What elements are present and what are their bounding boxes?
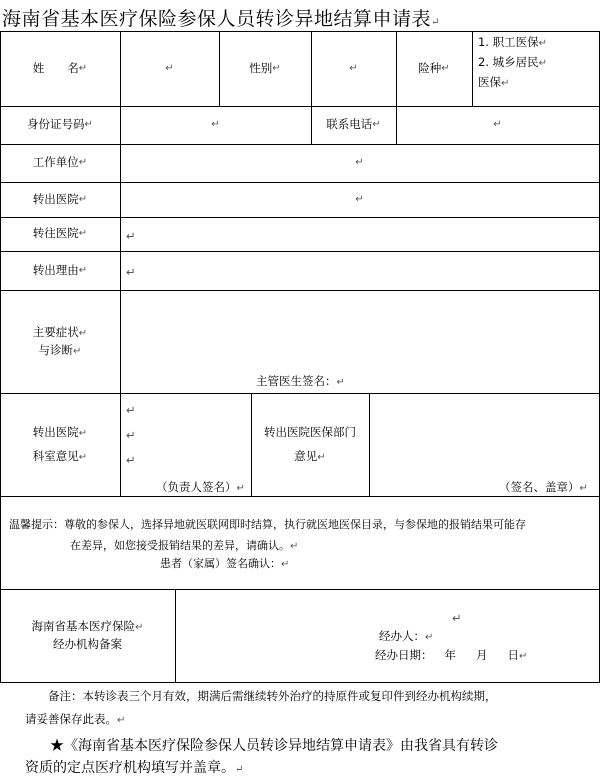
star-note-line-1: ★《海南省基本医疗保险参保人员转诊异地结算申请表》由我省具有转诊: [50, 738, 498, 754]
filing-field-mark: ↵: [452, 611, 462, 625]
option-resident-insurance[interactable]: 2. 城乡居民↵: [478, 55, 548, 69]
application-form-table: [0, 31, 600, 683]
footnote-line-2: 请妥善保存此表。↵: [25, 712, 126, 726]
from-hospital-label: 转出医院 ↵: [32, 191, 88, 206]
to-hospital-field[interactable]: ↵: [126, 229, 136, 243]
employer-label: 工作单位 ↵: [32, 155, 88, 170]
dept-opinion-field-line-2[interactable]: ↵: [126, 428, 136, 442]
insurance-options[interactable]: [478, 33, 547, 93]
seal-signature[interactable]: （签名、盖章）↵: [499, 480, 588, 494]
star-note-line-2: 资质的定点医疗机构填写并盖章。↵: [25, 760, 244, 776]
notice-line-2: 在差异，如您接受报销结果的差异，请确认。↵: [70, 539, 299, 552]
option-employee-insurance[interactable]: 1. 职工医保↵: [478, 35, 548, 49]
insurance-dept-opinion-label: 转出医院医保部门 意见↵: [264, 424, 356, 463]
phone-label: 联系电话 ↵: [326, 117, 381, 132]
from-hospital-field[interactable]: ↵: [355, 193, 364, 205]
table-border-right: [599, 31, 600, 683]
id-number-label: 身份证号码 ↵: [27, 117, 93, 132]
column-divider: [472, 31, 473, 106]
handling-date[interactable]: 经办日期： 年 月 日↵: [375, 648, 528, 662]
table-border-bottom: [0, 682, 600, 683]
head-signature[interactable]: （负责人签名）↵: [156, 480, 245, 494]
footnote-line-1: 备注：本转诊表三个月有效，期满后需继续转外治疗的持原件或复印件到经办机构续期，: [48, 689, 497, 703]
to-hospital-label: 转往医院 ↵: [32, 226, 88, 241]
filing-agency-label: 海南省基本医疗保险↵ 经办机构备案: [31, 618, 144, 651]
reason-field[interactable]: ↵: [126, 265, 136, 279]
form-title: 海南省基本医疗保险参保人员转诊异地结算申请表↵: [2, 8, 440, 30]
option-resident-insurance-cont: 医保↵: [478, 75, 510, 89]
id-number-field[interactable]: ↵: [211, 119, 220, 131]
insurance-label: 险种 ↵: [418, 60, 450, 75]
dept-opinion-field-line-1[interactable]: ↵: [126, 403, 136, 417]
name-field[interactable]: ↵: [165, 62, 174, 74]
dept-opinion-field-line-3[interactable]: ↵: [126, 453, 136, 467]
reason-label: 转出理由 ↵: [32, 262, 88, 277]
column-divider: [369, 393, 370, 496]
dept-opinion-label: 转出医院↵ 科室意见↵: [32, 424, 88, 463]
doctor-signature[interactable]: 主管医生签名：↵: [256, 374, 345, 388]
phone-field[interactable]: ↵: [493, 119, 502, 131]
patient-confirm-signature[interactable]: 患者（家属）签名确认：↵: [160, 557, 290, 570]
notice-line-1: 温馨提示：尊敬的参保人，选择异地就医联网即时结算，执行就医地医保目录，与参保地的报销结果可能存: [9, 518, 526, 531]
employer-field[interactable]: ↵: [355, 157, 364, 169]
handler-signature[interactable]: 经办人：↵: [379, 629, 434, 643]
gender-label: 性别 ↵: [249, 60, 281, 75]
name-label: 姓 名 ↵: [32, 60, 88, 75]
row-divider: [0, 496, 600, 497]
symptoms-label: 主要症状↵ 与诊断↵: [32, 324, 88, 357]
column-divider: [175, 589, 176, 682]
gender-field[interactable]: ↵: [349, 62, 358, 74]
